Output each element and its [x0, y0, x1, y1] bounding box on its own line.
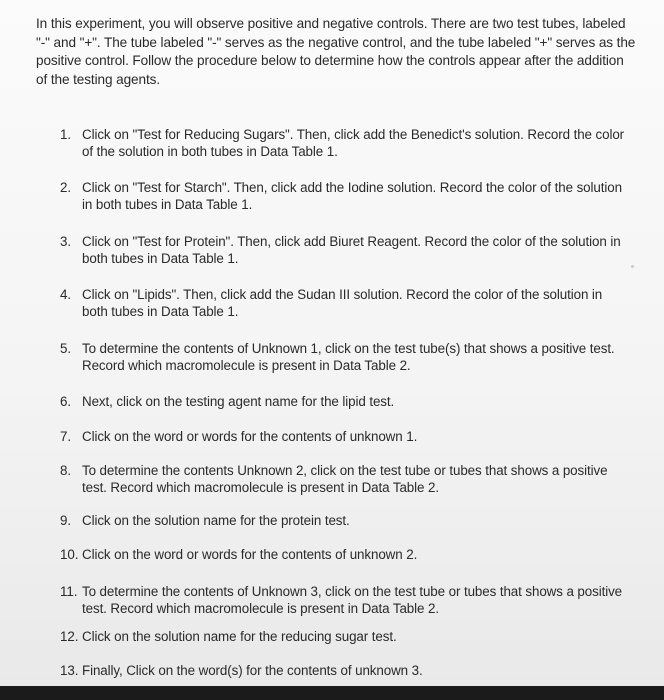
step-number: 2. [60, 180, 71, 195]
step-number: 5. [60, 341, 71, 356]
step-text: Click on "Test for Protein". Then, click add Biuret Reagent. Record the color of the solution in both tubes in Data Table 1. [82, 234, 621, 266]
list-item-step-10 [60, 546, 630, 563]
list-item-step-7 [60, 428, 630, 445]
list-item-step-3 [60, 233, 630, 267]
step-number: 1. [60, 127, 71, 142]
step-text: Click on the solution name for the protein test. [82, 513, 350, 528]
step-text: Finally, Click on the word(s) for the contents of unknown 3. [82, 663, 423, 678]
step-text: To determine the contents of Unknown 1, click on the test tube(s) that shows a positive test. Record which macromolecule is present in Data Table 2. [82, 341, 615, 373]
speck-decoration [631, 265, 634, 268]
list-item-step-2 [60, 179, 630, 213]
step-text: Click on the solution name for the reducing sugar test. [82, 629, 397, 644]
step-text: Click on the word or words for the contents of unknown 2. [82, 547, 418, 562]
step-number: 9. [60, 513, 71, 528]
step-text: Click on "Test for Reducing Sugars". Then, click add the Benedict's solution. Record the color of the solution in both tubes in Data Table 1. [82, 127, 625, 159]
step-number: 10. [60, 547, 79, 562]
step-text: Click on "Test for Starch". Then, click add the Iodine solution. Record the color of the solution in both tubes in Data Table 1. [82, 180, 622, 212]
step-text: Click on "Lipids". Then, click add the Sudan III solution. Record the color of the solution in both tubes in Data Table 1. [82, 287, 603, 319]
step-number: 11. [60, 584, 78, 599]
step-text: To determine the contents of Unknown 3, click on the test tube or tubes that shows a positive test. Record which macromolecule is present in Data Table 2. [82, 584, 623, 616]
list-item-step-9 [60, 512, 630, 529]
list-item-step-1 [60, 126, 630, 160]
list-item-step-4 [60, 286, 630, 320]
intro-text: In this experiment, you will observe positive and negative controls. There are two test tubes, labeled "-" and "+". The tube labeled "-" serves as the negative control, and the tube labeled "+" serves as the positive control. Follow the procedure below to determine how the controls appear after the addition of the testing agents. [36, 16, 636, 87]
list-item-step-11 [60, 583, 630, 617]
step-number: 13. [60, 663, 79, 678]
step-number: 6. [60, 394, 71, 409]
list-item-step-12 [60, 628, 630, 645]
list-item-step-6 [60, 393, 630, 410]
step-text: Next, click on the testing agent name for the lipid test. [82, 394, 395, 409]
list-item-step-8 [60, 462, 630, 496]
list-item-step-5 [60, 340, 630, 374]
step-number: 3. [60, 234, 71, 249]
step-number: 8. [60, 463, 71, 478]
step-number: 12. [60, 629, 79, 644]
list-item-step-13 [60, 662, 630, 679]
step-number: 4. [60, 287, 71, 302]
step-text: Click on the word or words for the contents of unknown 1. [82, 429, 418, 444]
step-number: 7. [60, 429, 71, 444]
step-text: To determine the contents Unknown 2, click on the test tube or tubes that shows a positive test. Record which macromolecule is present in Data Table 2. [82, 463, 608, 495]
